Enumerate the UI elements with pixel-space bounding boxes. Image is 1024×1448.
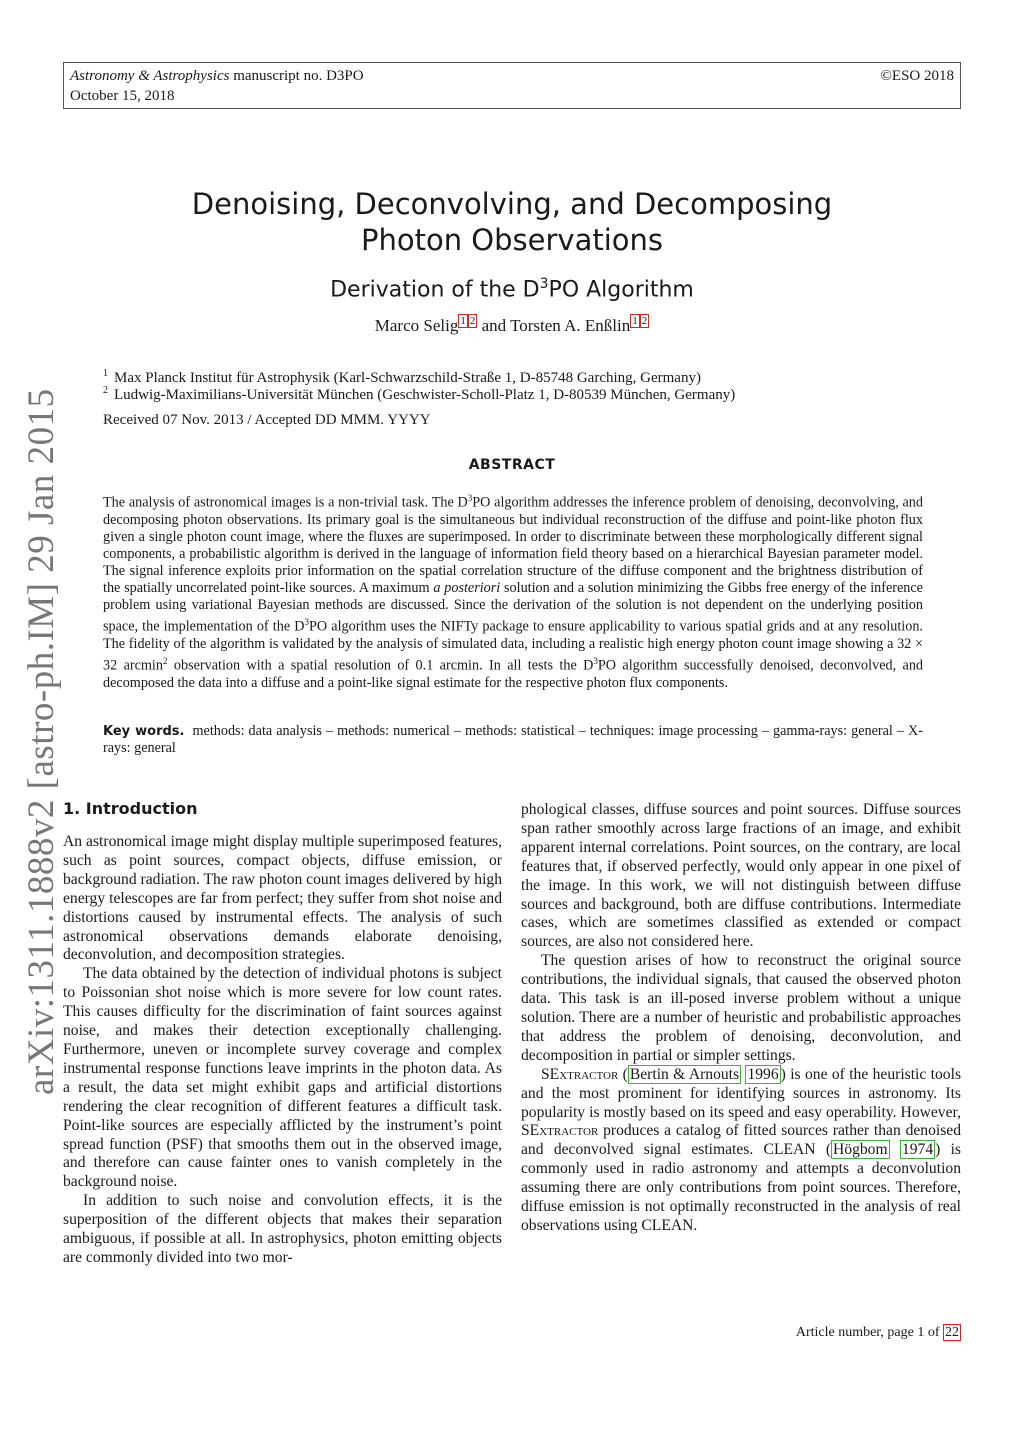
right-column [521, 801, 961, 1236]
affiliation-link[interactable]: 1 [632, 315, 638, 328]
citation-link[interactable]: Bertin & Arnouts [629, 1065, 740, 1083]
paragraph: SExtractor ( Bertin & Arnouts 1996 ) is one of the heuristic tools and the most prominent for identifying sources in astronomy. Its popularity is mostly based on its speed and easy operability. However, SExtractor produces a catalog of fitted sources rather than denoised and deconvolved signal estimates. CLEAN ( Högbom 1974 ) is commonly used in radio astronomy and attempts a deconvolution assuming there are only contributions from point sources. Therefore, diffuse emission is not optimally reconstructed in the analysis of real observations using CLEAN. [521, 1065, 962, 1234]
received-date: Received 07 Nov. 2013 / Accepted DD MMM. YYYY [103, 412, 431, 428]
software-name: SExtractor [521, 1122, 599, 1140]
title-line-1: Denoising, Deconvolving, and Decomposing [191, 187, 833, 221]
citation-year-link[interactable]: 1974 [901, 1141, 934, 1159]
keywords [103, 723, 923, 757]
author-name: and Torsten A. Enßlin [481, 316, 631, 335]
title-line-2: Photon Observations [360, 223, 664, 257]
copyright: ©ESO 2018 [880, 68, 954, 84]
left-column [63, 833, 502, 1268]
keywords-label: Key words. [103, 724, 185, 739]
header-date: October 15, 2018 [70, 88, 175, 104]
journal-name: Astronomy & Astrophysics [70, 68, 230, 84]
paper-title [0, 186, 1024, 258]
total-pages-link[interactable]: 22 [945, 1325, 959, 1340]
manuscript-id: manuscript no. D3PO [233, 68, 364, 84]
author-list [0, 316, 1024, 336]
keywords-text: methods: data analysis – methods: numerical – methods: statistical – techniques: image processing – gamma-rays: general – X-rays: general [103, 723, 924, 757]
paragraph: An astronomical image might display multiple superimposed features, such as point sources, compact objects, diffuse emission, or background radiation. The raw photon count images delivered by high energy telescopes are far from perfect; they suffer from shot noise and distortions caused by instrumental effects. The analysis of such astronomical observations demands elaborate denoising, deconvolution, and decomposition strategies. [63, 833, 502, 964]
software-name: SExtractor [541, 1065, 619, 1083]
affiliation-link[interactable]: 2 [641, 315, 648, 328]
paragraph: phological classes, diffuse sources and point sources. Diffuse sources span rather smoothly across large fractions of an image, and exhibit apparent internal correlations. Point sources, on the contrary, are local features that, if observed perfectly, would only appear in one pixel of the image. In this work, we will not distinguish between diffuse sources and background, both are diffuse contributions. Intermediate cases, which are sometimes classified as extended or compact sources, are also not considered here. [521, 801, 961, 951]
citation-year-link[interactable]: 1996 [747, 1065, 779, 1083]
citation-link[interactable]: Högbom [833, 1141, 888, 1159]
arxiv-stamp: arXiv:1311.1888v2 [astro-ph.IM] 29 Jan 2015 [21, 388, 62, 1095]
abstract-text: The analysis of astronomical images is a non-trivial task. The $D^3PO$ algorithm addresses the inference problem of denoising, deconvolving, and decomposing photon observations. Its primary goal is the simultaneous but individual reconstruction of the diffuse and point-like photon flux given a single photon count image, where the fluxes are superimposed. In order to discriminate between these morphologically different signal components, a probabilistic algorithm is derived in the language of information field theory based on a hierarchical Bayesian parameter model. The signal inference exploits prior information on the spatial correlation structure of the diffuse component and the brightness distribution of the spatially uncorrelated point-like sources. A maximum a posteriori solution and a solution minimizing the Gibbs free energy of the inference problem using variational Bayesian methods are discussed. Since the derivation of the solution is not dependent on the underlying position space, the implementation of the $D^3PO$ algorithm uses the NIFTy package to ensure applicability to various spatial grids and at any resolution. The fidelity of the algorithm is validated by the analysis of simulated data, including a realistic high energy photon count image showing a 32 × 32 arcmin$^2$ observation with a spatial resolution of 0.1 arcmin. In all tests the $D^3PO$ algorithm successfully denoised, deconvolved, and decomposed the data into a diffuse and a point-like signal estimate for the respective photon flux components. [103, 493, 924, 692]
paragraph: The question arises of how to reconstruct the original source contributions, the individual signals, that caused the observed photon data. This task is an ill-posed inverse problem without a unique solution. There are a number of heuristic and probabilistic approaches that address the problem of denoising, deconvolution, and decomposition in partial or simpler settings. [521, 952, 961, 1064]
affiliation: $^1$ Max Planck Institut für Astrophysik (Karl-Schwarzschild-Straße 1, D-85748 Garching, Germany) [103, 368, 701, 386]
journal-line [70, 66, 364, 86]
affiliation: $^2$ Ludwig-Maximilians-Universität München (Geschwister-Scholl-Platz 1, D-80539 München, Germany) [103, 385, 736, 403]
page-footer: Article number, page 1 of 22 [795, 1325, 959, 1340]
affiliation-link[interactable]: 1 [460, 315, 466, 328]
abstract-heading: ABSTRACT [468, 457, 556, 473]
manuscript-header [63, 62, 961, 109]
section-heading: 1. Introduction [63, 799, 198, 818]
affiliation-link[interactable]: 2 [469, 315, 476, 328]
paper-subtitle: Derivation of the $D^3PO$ Algorithm [330, 276, 694, 303]
author-name: Marco Selig [374, 316, 459, 335]
paragraph: In addition to such noise and convolution effects, it is the superposition of the different objects that makes their separation ambiguous, if possible at all. In astrophysics, photon emitting objects are commonly divided into two mor- [63, 1192, 502, 1266]
paragraph: The data obtained by the detection of individual photons is subject to Poissonian shot noise which is more severe for low count rates. This causes difficulty for the discrimination of faint sources against noise, and makes their detection exceptionally challenging. Furthermore, uneven or incomplete survey coverage and complex instrumental response functions leave imprints in the photon data. As a result, the data set might exhibit gaps and artificial distortions rendering the clear recognition of different features a difficult task. Point-like sources are especially afflicted by the instrument’s point spread function (PSF) that smooths them out in the observed image, and therefore can cause fainter ones to vanish completely in the background noise. [63, 965, 502, 1191]
